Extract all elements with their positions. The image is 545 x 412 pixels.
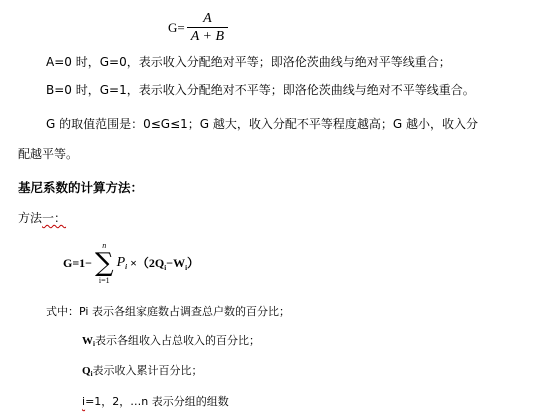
symbol-i: i	[82, 395, 86, 408]
paragraph-range-line1: G 的取值范围是：0≤G≤1；G 越大，收入分配不平等程度越高；G 越小，收入分	[46, 117, 479, 131]
term-p-letter: P	[116, 255, 126, 270]
paragraph-a-zero: A=0 时，G=0，表示收入分配绝对平等；即洛伦茨曲线与绝对平等线重合；	[46, 55, 451, 69]
tail-q-sub: i	[164, 264, 167, 272]
section-heading: 基尼系数的计算方法：	[18, 180, 144, 195]
paragraph-range-line2: 配越平等。	[18, 147, 79, 161]
term-p	[117, 255, 128, 271]
symbol-q-sub: i	[90, 370, 93, 378]
sum-lower-limit: i=1	[98, 275, 110, 285]
sigma-symbol: ∑	[95, 247, 114, 278]
tail-open: ×（2Q	[130, 256, 165, 270]
symbol-w	[82, 335, 95, 347]
definition-w-text: 表示各组收入占总收入的百分比；	[94, 334, 260, 347]
method-label-suffix: 一：	[42, 211, 67, 225]
formula-gini-calculation	[63, 232, 199, 294]
paragraph-b-zero: B=0 时，G=1，表示收入分配绝对不平等；即洛伦茨曲线与绝对不平等线重合。	[46, 83, 475, 97]
formula-gini-definition	[168, 6, 228, 50]
tail-minus-w: −W	[166, 256, 186, 270]
fraction-numerator: A	[203, 10, 212, 26]
term-p-sub: i	[125, 263, 128, 271]
symbol-q	[82, 365, 93, 377]
definition-q-text: 表示收入累计百分比；	[92, 364, 203, 377]
formula2-lhs: G=1−	[63, 255, 93, 270]
tail-close: ）	[187, 256, 200, 270]
tail-w-sub: i	[185, 264, 188, 272]
symbol-w-letter: W	[82, 335, 93, 347]
definition-w	[82, 332, 260, 348]
sum-upper-limit: n	[102, 240, 107, 250]
method-label-prefix: 方法	[18, 211, 43, 225]
definition-intro: 式中：Pi 表示各组家庭数占调查总户数的百分比；	[46, 305, 290, 318]
fraction-denominator: A + B	[190, 28, 225, 44]
symbol-w-sub: i	[93, 340, 95, 348]
definition-q	[82, 362, 203, 378]
formula2-tail	[130, 254, 199, 272]
definition-i	[82, 393, 229, 409]
formula-lhs: G=	[168, 20, 185, 35]
fraction	[187, 11, 228, 46]
method-label	[18, 210, 66, 226]
definition-i-text: =1，2，…n 表示分组的组数	[85, 395, 229, 408]
summation	[95, 241, 114, 286]
symbol-q-letter: Q	[82, 365, 91, 377]
